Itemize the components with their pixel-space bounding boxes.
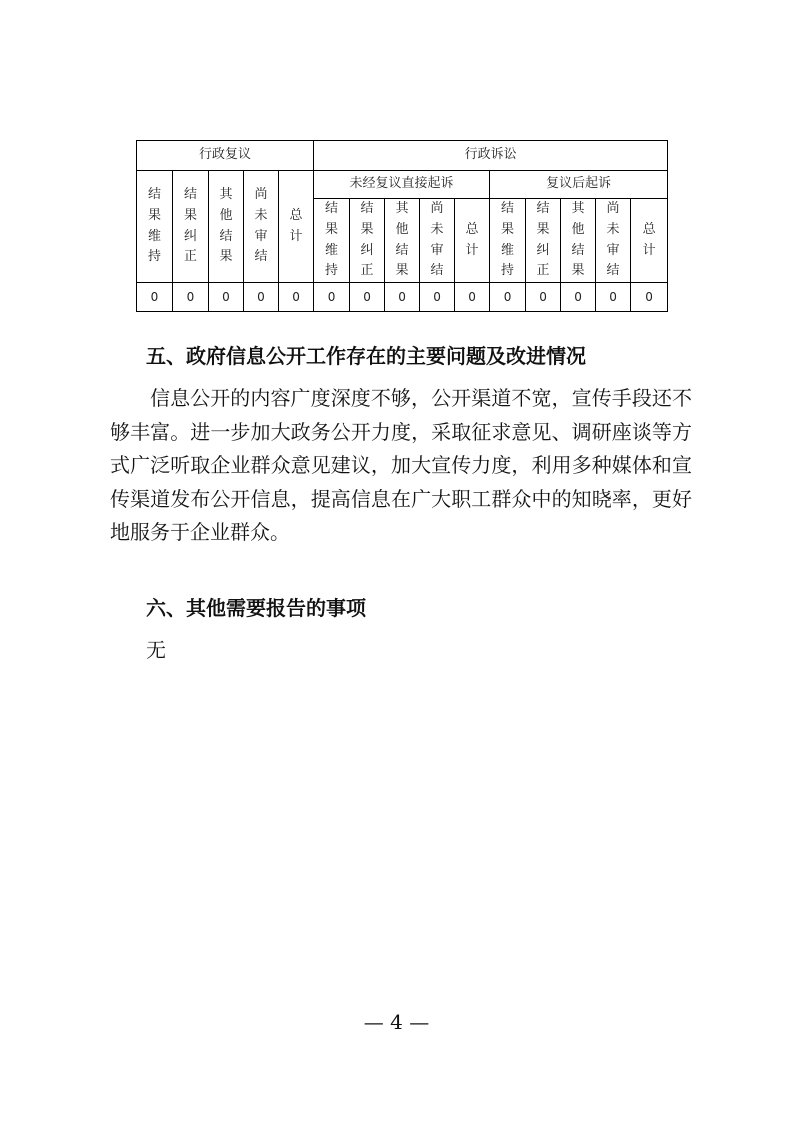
section-6-heading: 六、其他需要报告的事项 — [146, 596, 366, 620]
section-5-body: 信息公开的内容广度深度不够，公开渠道不宽，宣传手段还不够丰富。进一步加大政务公开力度，采取征求意见、调研座谈等方式广泛听取企业群众意见建议，加大宣传力度，利用多种媒体和宣传渠道发布公开信息，提高信息在广大职工群众中的知晓率，更好地服务于企业群众。 — [110, 386, 692, 544]
after-corrected-header: 结果纠正 — [526, 199, 561, 283]
after-total-header: 总计 — [631, 199, 668, 283]
table-cell: 0 — [350, 283, 385, 312]
table-cell: 0 — [209, 283, 244, 312]
section-5-heading: 五、政府信息公开工作存在的主要问题及改进情况 — [146, 344, 586, 368]
direct-total-header: 总计 — [455, 199, 490, 283]
table-cell: 0 — [137, 283, 173, 312]
after-other-header: 其他结果 — [561, 199, 596, 283]
direct-corrected-header: 结果纠正 — [350, 199, 385, 283]
table-cell: 0 — [173, 283, 209, 312]
table-cell: 0 — [526, 283, 561, 312]
direct-pending-header: 尚未审结 — [420, 199, 455, 283]
table-cell: 0 — [244, 283, 279, 312]
review-total-header: 总计 — [279, 171, 314, 283]
direct-litigation-header: 未经复议直接起诉 — [314, 171, 490, 199]
table-cell: 0 — [385, 283, 420, 312]
table-cell: 0 — [420, 283, 455, 312]
after-review-litigation-header: 复议后起诉 — [490, 171, 668, 199]
table-cell: 0 — [455, 283, 490, 312]
review-other-header: 其他结果 — [209, 171, 244, 283]
litigation-stats-table — [136, 140, 668, 312]
admin-review-header: 行政复议 — [137, 141, 314, 171]
section-6-body: 无 — [146, 638, 166, 662]
page-number: — 4 — — [363, 1010, 430, 1034]
table-cell: 0 — [561, 283, 596, 312]
review-pending-header: 尚未审结 — [244, 171, 279, 283]
direct-upheld-header: 结果维持 — [314, 199, 350, 283]
table-cell: 0 — [314, 283, 350, 312]
after-upheld-header: 结果维持 — [490, 199, 526, 283]
table-cell: 0 — [279, 283, 314, 312]
after-pending-header: 尚未审结 — [596, 199, 631, 283]
review-corrected-header: 结果纠正 — [173, 171, 209, 283]
direct-other-header: 其他结果 — [385, 199, 420, 283]
table-cell: 0 — [596, 283, 631, 312]
admin-litigation-header: 行政诉讼 — [314, 141, 668, 171]
table-cell: 0 — [631, 283, 668, 312]
review-upheld-header: 结果维持 — [137, 171, 173, 283]
table-cell: 0 — [490, 283, 526, 312]
